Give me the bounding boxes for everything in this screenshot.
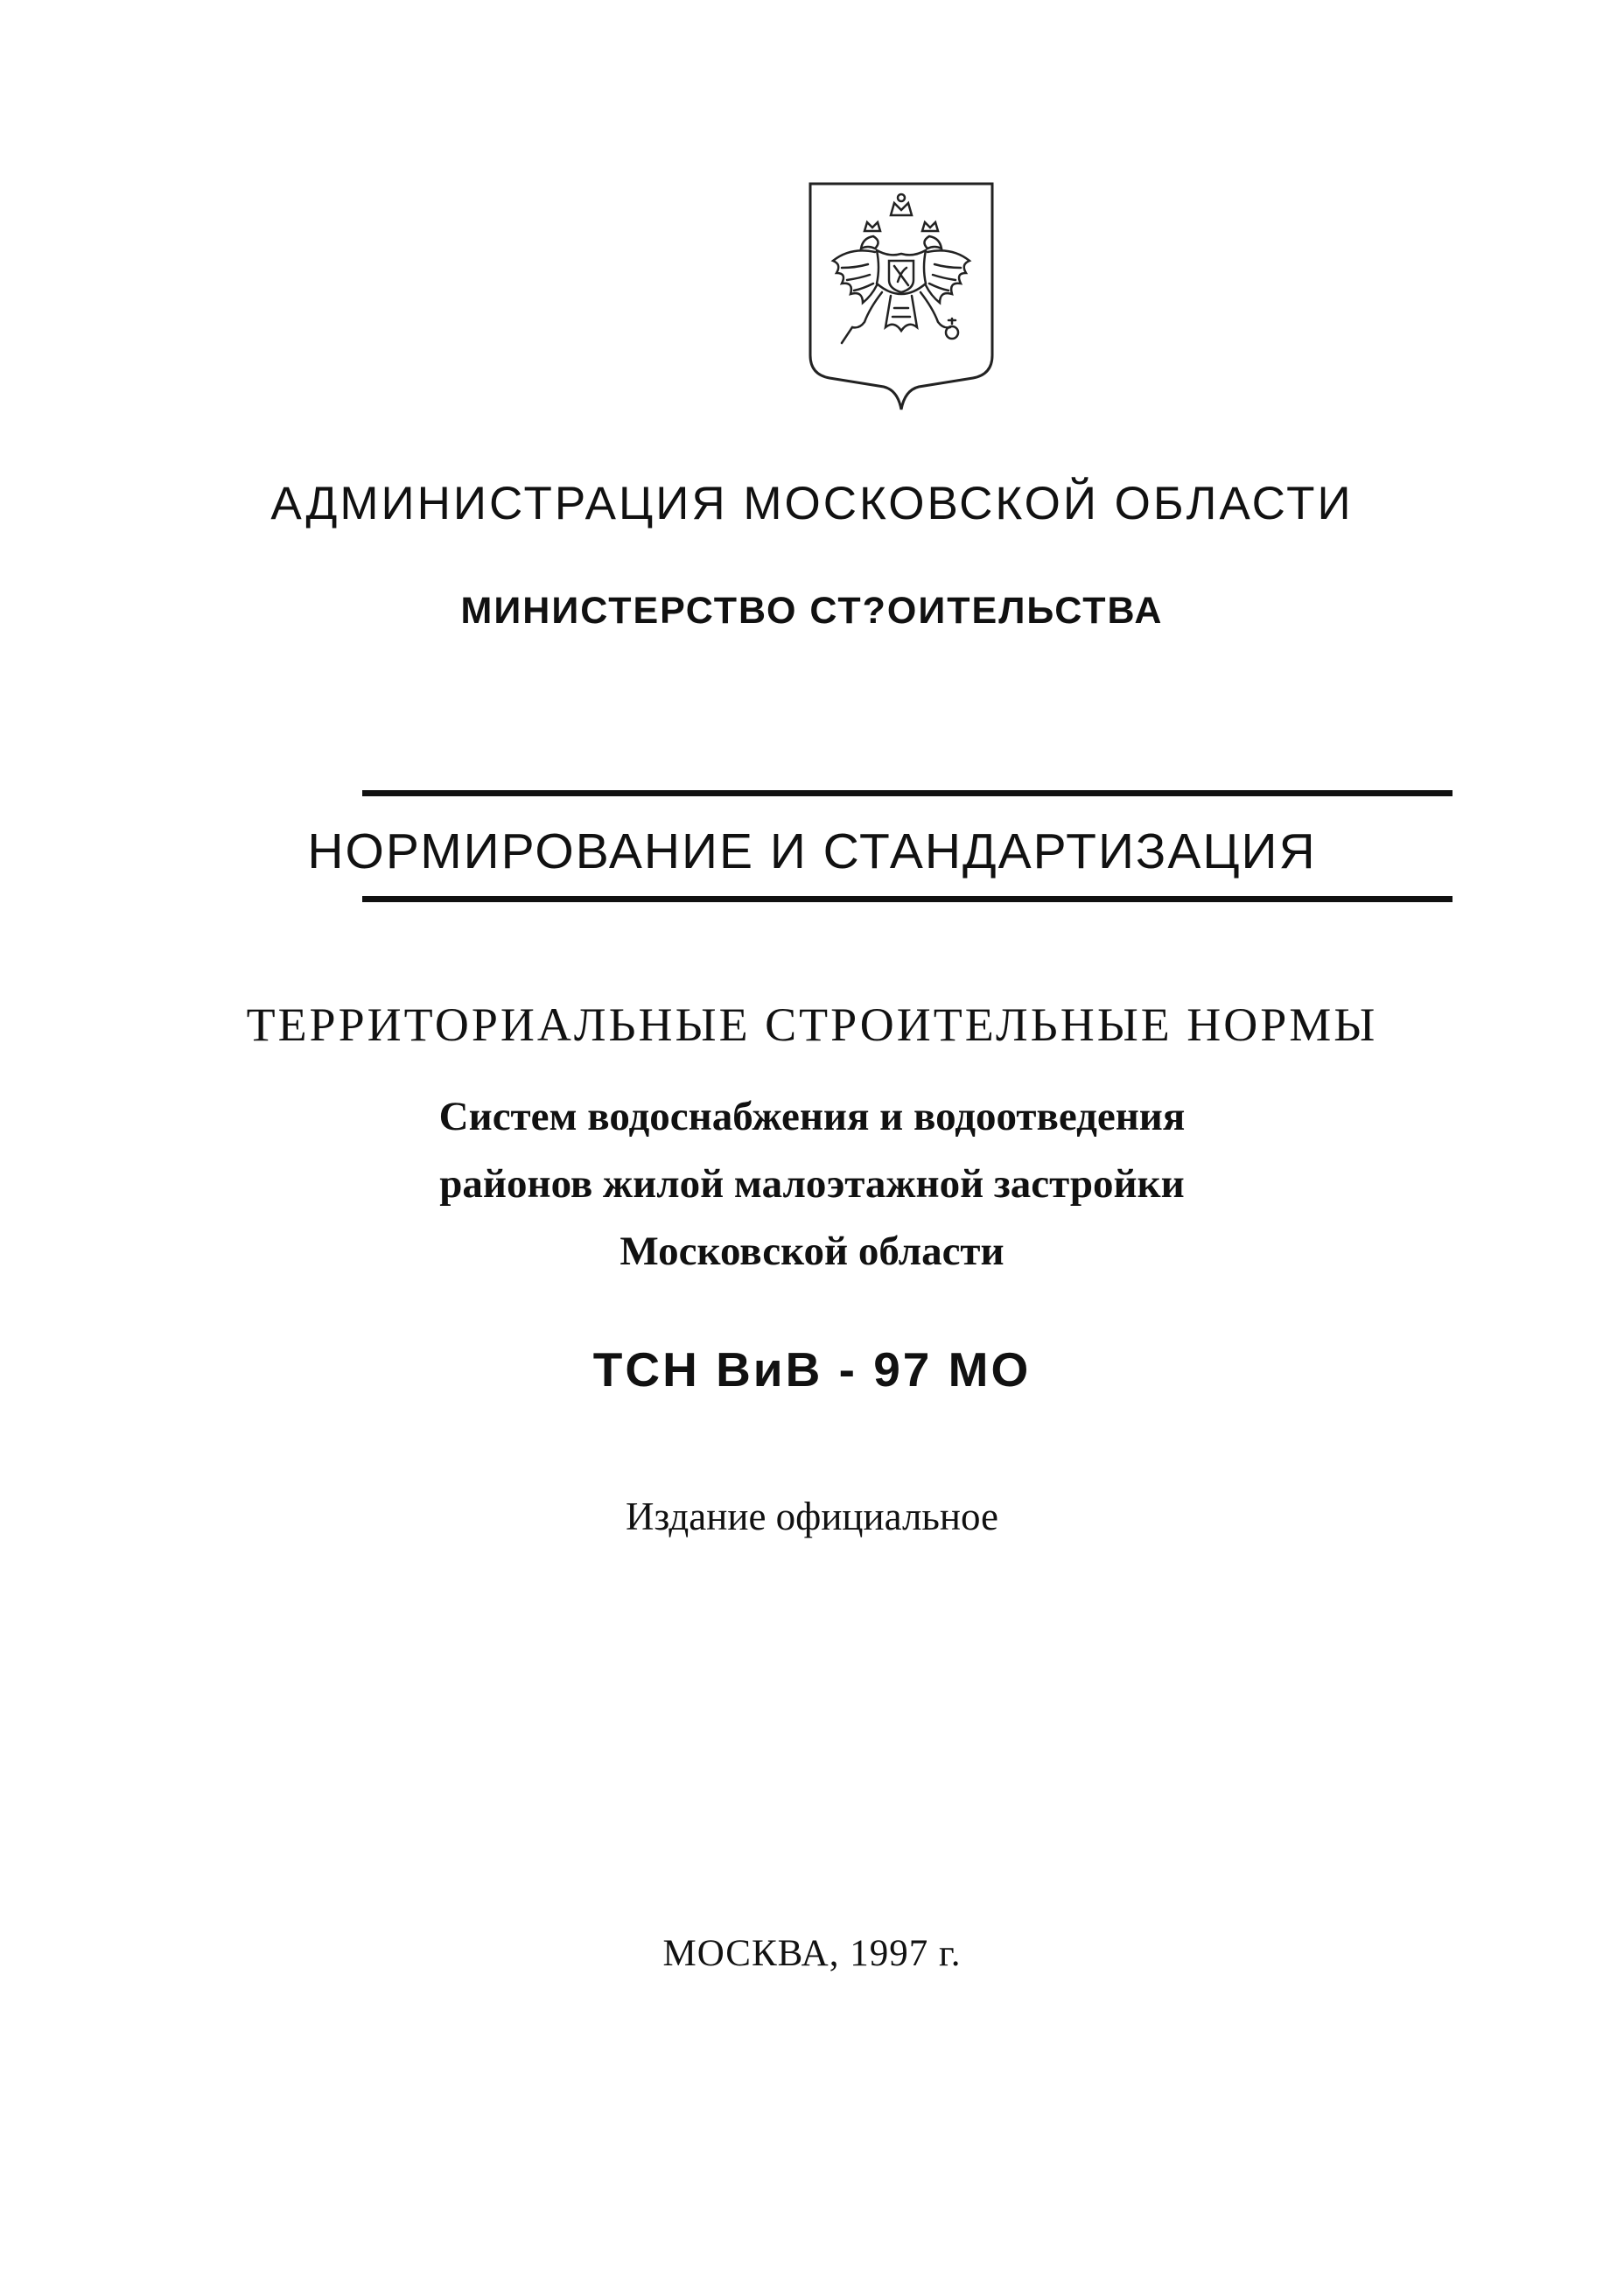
coat-of-arms-icon: [807, 180, 996, 417]
subtitle-line-1: Систем водоснабжения и водоотведения: [438, 1094, 1186, 1139]
document-type: ТЕРРИТОРИАЛЬНЫЕ СТРОИТЕЛЬНЫЕ НОРМЫ: [246, 998, 1378, 1051]
document-subtitle: [0, 1083, 1624, 1285]
subtitle-line-3: Московской области: [620, 1229, 1004, 1274]
series-title: НОРМИРОВАНИЕ И СТАНДАРТИЗАЦИЯ: [307, 823, 1317, 879]
subtitle-line-2: районов жилой малоэтажной застройки: [439, 1161, 1185, 1207]
ministry-heading: МИНИСТЕРСТВО СТ?ОИТЕЛЬСТВА: [460, 590, 1164, 632]
series-bottom-rule: [362, 896, 1452, 902]
edition-label: Издание официальное: [625, 1495, 999, 1538]
city-year: МОСКВА, 1997 г.: [662, 1933, 962, 1974]
administration-heading: АДМИНИСТРАЦИЯ МОСКОВСКОЙ ОБЛАСТИ: [270, 478, 1354, 529]
document-code: ТСН ВиВ - 97 МО: [592, 1342, 1032, 1397]
series-top-rule: [362, 790, 1452, 796]
